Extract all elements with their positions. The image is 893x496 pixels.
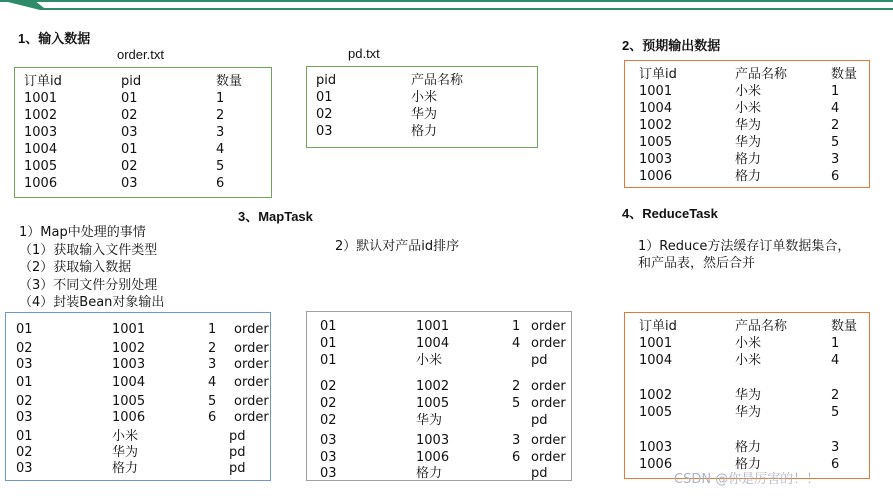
section-heading-reducetask: 4、ReduceTask [622, 206, 718, 221]
table-cell: 1005 [639, 405, 673, 420]
map-output-box [5, 312, 271, 481]
table-cell: 5 [831, 135, 840, 150]
sorted-output-cell: order [531, 319, 566, 334]
table-cell: 格力 [411, 124, 438, 139]
reduce-output-table [624, 312, 870, 479]
sorted-output-cell: 01 [320, 353, 337, 368]
map-output-cell: 1001 [112, 322, 146, 337]
table-header-cell: 产品名称 [735, 67, 788, 82]
table-header-cell: 数量 [831, 319, 858, 334]
table-cell: 1001 [639, 84, 673, 99]
section-heading-input: 1、输入数据 [18, 31, 91, 46]
map-note-line: （3）不同文件分别处理 [19, 277, 158, 293]
table-cell: 1 [216, 91, 225, 106]
map-output-cell: 03 [16, 461, 33, 476]
reduce-note-line-2: 和产品表，然后合并 [638, 256, 756, 271]
sorted-output-cell: 01 [320, 319, 337, 334]
table-cell: 1001 [639, 336, 673, 351]
table-cell: 格力 [735, 169, 762, 184]
sorted-output-cell: order [531, 336, 566, 351]
sorted-output-cell: 1004 [416, 336, 450, 351]
table-cell: 6 [831, 457, 840, 472]
sorted-output-cell: 1002 [416, 379, 450, 394]
map-output-cell: order [234, 410, 269, 425]
top-decoration-bar [0, 0, 893, 10]
sorted-output-cell: 02 [320, 396, 337, 411]
table-cell: 2 [831, 118, 840, 133]
sorted-output-cell: order [531, 450, 566, 465]
map-output-cell: order [234, 341, 269, 356]
sorted-output-cell: order [531, 396, 566, 411]
table-cell: 华为 [735, 405, 762, 420]
table-header-cell: 订单id [639, 67, 677, 82]
table-cell: 1 [831, 336, 840, 351]
map-note-line: （4）封装Bean对象输出 [19, 295, 165, 310]
sorted-output-cell: 1 [512, 319, 521, 334]
map-output-cell: 3 [208, 357, 217, 372]
table-cell: 格力 [735, 152, 762, 167]
sorted-output-cell: 03 [320, 466, 337, 481]
map-output-cell: order [234, 375, 269, 390]
map-note-line: 1）Map中处理的事情 [19, 225, 146, 240]
sorted-output-cell: 02 [320, 379, 337, 394]
table-cell: 4 [831, 101, 840, 116]
map-output-cell: 1006 [112, 410, 146, 425]
table-cell: 1005 [639, 135, 673, 150]
map-output-cell: pd [229, 461, 246, 476]
map-sort-note: 2）默认对产品id排序 [335, 239, 460, 254]
table-cell: 03 [316, 124, 333, 139]
map-output-cell: 1003 [112, 357, 146, 372]
sorted-output-cell: 1005 [416, 396, 450, 411]
map-output-cell: 1004 [112, 375, 146, 390]
sorted-output-cell: 2 [512, 379, 521, 394]
sorted-output-cell: pd [531, 413, 548, 428]
table-cell: 华为 [735, 388, 762, 403]
pd-table-caption: pd.txt [348, 46, 380, 61]
sorted-output-cell: 格力 [416, 466, 443, 481]
map-output-cell: 4 [208, 375, 217, 390]
sorted-output-cell: 02 [320, 413, 337, 428]
map-output-cell: 02 [16, 394, 33, 409]
table-cell: 3 [831, 152, 840, 167]
map-output-cell: order [234, 394, 269, 409]
table-cell: 华为 [411, 107, 438, 122]
section-heading-maptask: 3、MapTask [238, 209, 313, 224]
watermark: CSDN @你是厉害的！！ [674, 472, 820, 487]
table-header-cell: 数量 [831, 67, 858, 82]
table-cell: 1005 [24, 159, 58, 174]
sorted-output-cell: 5 [512, 396, 521, 411]
map-output-cell: 02 [16, 341, 33, 356]
table-cell: 1002 [639, 118, 673, 133]
table-header-cell: 数量 [216, 74, 243, 89]
table-cell: 华为 [735, 135, 762, 150]
table-header-cell: pid [316, 73, 337, 88]
map-output-cell: 华为 [112, 445, 139, 460]
table-cell: 1 [831, 84, 840, 99]
table-cell: 1004 [24, 142, 58, 157]
table-cell: 02 [316, 107, 333, 122]
table-cell: 格力 [735, 457, 762, 472]
map-output-cell: 1 [208, 322, 217, 337]
map-note-line: （2）获取输入数据 [19, 260, 132, 275]
map-output-cell: 03 [16, 410, 33, 425]
table-cell: 2 [831, 388, 840, 403]
table-cell: 华为 [735, 118, 762, 133]
table-cell: 小米 [735, 336, 762, 351]
sorted-output-cell: 6 [512, 450, 521, 465]
map-output-cell: pd [229, 429, 246, 444]
table-cell: 03 [121, 125, 138, 140]
sorted-output-cell: 03 [320, 433, 337, 448]
map-output-cell: 01 [16, 375, 33, 390]
table-cell: 1006 [639, 169, 673, 184]
sorted-output-cell: 4 [512, 336, 521, 351]
map-output-cell: 1005 [112, 394, 146, 409]
table-cell: 5 [831, 405, 840, 420]
table-header-cell: pid [121, 74, 142, 89]
table-cell: 1006 [639, 457, 673, 472]
table-cell: 小米 [735, 353, 762, 368]
table-cell: 1006 [24, 176, 58, 191]
expected-output-table [624, 60, 870, 188]
table-cell: 1004 [639, 101, 673, 116]
table-cell: 01 [121, 142, 138, 157]
table-cell: 格力 [735, 440, 762, 455]
table-cell: 01 [121, 91, 138, 106]
table-cell: 4 [831, 353, 840, 368]
map-output-cell: 5 [208, 394, 217, 409]
table-cell: 小米 [411, 90, 438, 105]
map-output-cell: 03 [16, 357, 33, 372]
sorted-output-cell: 01 [320, 336, 337, 351]
table-cell: 1003 [24, 125, 58, 140]
sorted-output-cell: 1003 [416, 433, 450, 448]
map-output-cell: 6 [208, 410, 217, 425]
map-output-cell: pd [229, 445, 246, 460]
table-cell: 1002 [639, 388, 673, 403]
map-output-cell: 01 [16, 429, 33, 444]
table-cell: 2 [216, 108, 225, 123]
sorted-output-cell: order [531, 433, 566, 448]
table-cell: 4 [216, 142, 225, 157]
map-note-line: （1）获取输入文件类型 [19, 242, 158, 258]
table-cell: 01 [316, 90, 333, 105]
table-cell: 小米 [735, 84, 762, 99]
table-cell: 1003 [639, 152, 673, 167]
sorted-output-cell: 小米 [416, 353, 443, 368]
order-table [14, 67, 272, 198]
sorted-output-cell: 1001 [416, 319, 450, 334]
sorted-output-cell: order [531, 379, 566, 394]
map-output-cell: 1002 [112, 341, 146, 356]
table-cell: 1001 [24, 91, 58, 106]
sorted-output-box [306, 311, 572, 481]
table-header-cell: 订单id [24, 74, 62, 89]
table-cell: 03 [121, 176, 138, 191]
sorted-output-cell: 3 [512, 433, 521, 448]
table-cell: 6 [216, 176, 225, 191]
table-cell: 6 [831, 169, 840, 184]
table-header-cell: 产品名称 [735, 319, 788, 334]
map-output-cell: 2 [208, 341, 217, 356]
table-cell: 5 [216, 159, 225, 174]
sorted-output-cell: 华为 [416, 413, 443, 428]
table-cell: 3 [831, 440, 840, 455]
pd-table [306, 66, 538, 148]
map-output-cell: 02 [16, 445, 33, 460]
table-cell: 3 [216, 125, 225, 140]
map-output-cell: 格力 [112, 461, 139, 476]
table-cell: 小米 [735, 101, 762, 116]
reduce-note-line-1: 1）Reduce方法缓存订单数据集合， [638, 239, 851, 254]
table-cell: 02 [121, 108, 138, 123]
map-output-cell: 01 [16, 322, 33, 337]
table-header-cell: 产品名称 [411, 73, 464, 88]
table-cell: 02 [121, 159, 138, 174]
map-output-cell: order [234, 322, 269, 337]
table-cell: 1004 [639, 353, 673, 368]
sorted-output-cell: 1006 [416, 450, 450, 465]
sorted-output-cell: pd [531, 466, 548, 481]
sorted-output-cell: pd [531, 353, 548, 368]
sorted-output-cell: 03 [320, 450, 337, 465]
table-header-cell: 订单id [639, 319, 677, 334]
map-output-cell: 小米 [112, 429, 139, 444]
order-table-caption: order.txt [117, 47, 164, 62]
map-output-cell: order [234, 357, 269, 372]
section-heading-expected: 2、预期输出数据 [622, 38, 721, 53]
table-cell: 1003 [639, 440, 673, 455]
table-cell: 1002 [24, 108, 58, 123]
